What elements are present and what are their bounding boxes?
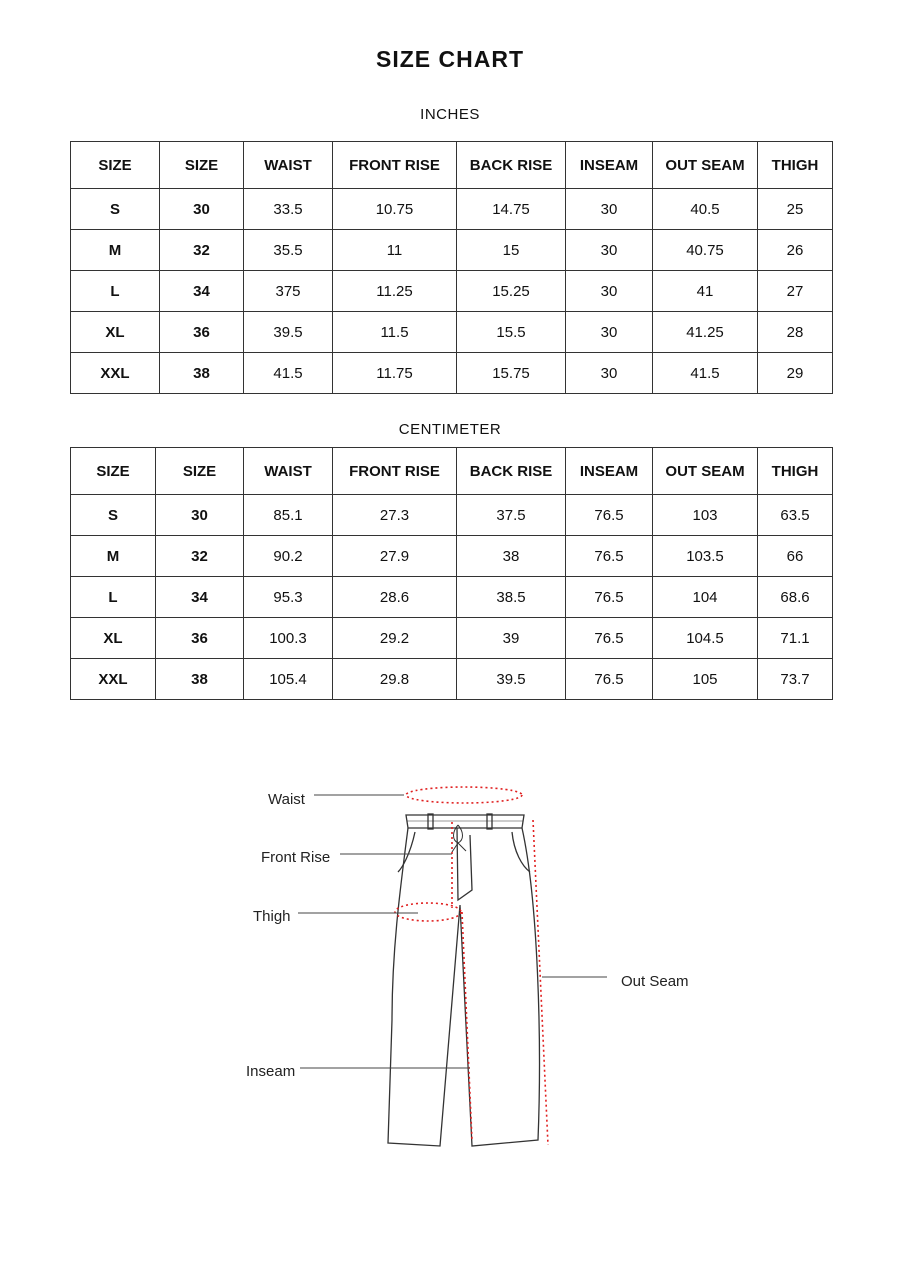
table-cell: 375 (244, 271, 333, 312)
table-cell: XXL (71, 659, 156, 700)
thigh-label: Thigh (253, 908, 291, 925)
column-header: INSEAM (566, 142, 653, 189)
table-cell: 27 (758, 271, 833, 312)
table-cell: 100.3 (244, 618, 333, 659)
table-cell: 105 (653, 659, 758, 700)
table-cell: 26 (758, 230, 833, 271)
table-cell: 85.1 (244, 495, 333, 536)
table-cell: 39.5 (244, 312, 333, 353)
table-cell: 41.5 (653, 353, 758, 394)
table-row (71, 495, 833, 536)
table-cell: 15.75 (457, 353, 566, 394)
table-cell: 30 (160, 189, 244, 230)
table-cell: 30 (566, 189, 653, 230)
table-cell: 11.5 (333, 312, 457, 353)
table-cell: 66 (758, 536, 833, 577)
table-cell: 30 (156, 495, 244, 536)
table-cell: 41 (653, 271, 758, 312)
table-cell: 63.5 (758, 495, 833, 536)
column-header: SIZE (160, 142, 244, 189)
column-header: OUT SEAM (653, 142, 758, 189)
table-cell: 27.9 (333, 536, 457, 577)
centimeter-label: CENTIMETER (398, 421, 502, 438)
table-row (71, 618, 833, 659)
column-header: SIZE (156, 448, 244, 495)
table-cell: 36 (160, 312, 244, 353)
table-cell: 15.5 (457, 312, 566, 353)
out-seam-guide-icon (533, 820, 548, 1145)
table-cell: 37.5 (457, 495, 566, 536)
table-row (71, 271, 833, 312)
table-cell: 73.7 (758, 659, 833, 700)
table-cell: 32 (160, 230, 244, 271)
leader-lines (298, 795, 607, 1068)
table-header-row (71, 142, 833, 189)
table-cell: 41.5 (244, 353, 333, 394)
table-cell: 103.5 (653, 536, 758, 577)
table-cell: 11.25 (333, 271, 457, 312)
table-cell: 33.5 (244, 189, 333, 230)
column-header: WAIST (244, 142, 333, 189)
pants-outline-icon (388, 814, 539, 1146)
column-header: THIGH (758, 448, 833, 495)
table-cell: 90.2 (244, 536, 333, 577)
table-cell: 30 (566, 230, 653, 271)
table-cell: 38 (160, 353, 244, 394)
table-cell: 76.5 (566, 659, 653, 700)
table-cell: 14.75 (457, 189, 566, 230)
table-cell: 40.75 (653, 230, 758, 271)
table-cell: 28 (758, 312, 833, 353)
inches-table (70, 141, 833, 394)
table-cell: 25 (758, 189, 833, 230)
thigh-guide-icon (395, 903, 461, 921)
table-row (71, 230, 833, 271)
table-cell: 40.5 (653, 189, 758, 230)
table-cell: 30 (566, 271, 653, 312)
table-cell: 104 (653, 577, 758, 618)
table-cell: 11 (333, 230, 457, 271)
table-cell: 29.2 (333, 618, 457, 659)
front-rise-label: Front Rise (261, 849, 331, 866)
table-cell: M (71, 230, 160, 271)
inches-label: INCHES (420, 106, 480, 123)
table-cell: 38.5 (457, 577, 566, 618)
table-cell: 39.5 (457, 659, 566, 700)
column-header: INSEAM (566, 448, 653, 495)
table-cell: 76.5 (566, 536, 653, 577)
table-cell: L (71, 271, 160, 312)
table-cell: 38 (457, 536, 566, 577)
table-cell: 34 (160, 271, 244, 312)
waist-label: Waist (268, 791, 305, 808)
table-cell: 35.5 (244, 230, 333, 271)
table-cell: 11.75 (333, 353, 457, 394)
table-cell: 76.5 (566, 577, 653, 618)
column-header: WAIST (244, 448, 333, 495)
table-row (71, 659, 833, 700)
centimeter-table (70, 447, 833, 700)
column-header: BACK RISE (457, 142, 566, 189)
column-header: THIGH (758, 142, 833, 189)
table-cell: 29.8 (333, 659, 457, 700)
table-cell: 27.3 (333, 495, 457, 536)
column-header: FRONT RISE (333, 142, 457, 189)
table-cell: 38 (156, 659, 244, 700)
table-cell: S (71, 495, 156, 536)
table-cell: 41.25 (653, 312, 758, 353)
table-cell: 95.3 (244, 577, 333, 618)
page-title: SIZE CHART (376, 46, 524, 72)
table-row (71, 189, 833, 230)
table-cell: 39 (457, 618, 566, 659)
table-row (71, 353, 833, 394)
pants-measurement-diagram (0, 740, 900, 1180)
table-cell: XL (71, 618, 156, 659)
out-seam-label: Out Seam (621, 973, 689, 990)
table-cell: 10.75 (333, 189, 457, 230)
table-cell: S (71, 189, 160, 230)
column-header: FRONT RISE (333, 448, 457, 495)
table-cell: 76.5 (566, 495, 653, 536)
table-cell: 71.1 (758, 618, 833, 659)
inseam-label: Inseam (246, 1063, 296, 1080)
table-header-row (71, 448, 833, 495)
table-cell: 76.5 (566, 618, 653, 659)
table-cell: XL (71, 312, 160, 353)
table-row (71, 312, 833, 353)
table-cell: 30 (566, 312, 653, 353)
table-cell: 34 (156, 577, 244, 618)
table-cell: 104.5 (653, 618, 758, 659)
table-cell: 28.6 (333, 577, 457, 618)
table-row (71, 577, 833, 618)
column-header: SIZE (71, 142, 160, 189)
table-cell: 68.6 (758, 577, 833, 618)
table-cell: XXL (71, 353, 160, 394)
waist-guide-icon (406, 787, 522, 803)
column-header: SIZE (71, 448, 156, 495)
table-cell: 15.25 (457, 271, 566, 312)
table-cell: 29 (758, 353, 833, 394)
table-cell: 36 (156, 618, 244, 659)
table-cell: 103 (653, 495, 758, 536)
table-cell: 15 (457, 230, 566, 271)
table-cell: 30 (566, 353, 653, 394)
table-row (71, 536, 833, 577)
table-cell: 105.4 (244, 659, 333, 700)
column-header: OUT SEAM (653, 448, 758, 495)
table-cell: L (71, 577, 156, 618)
table-cell: 32 (156, 536, 244, 577)
column-header: BACK RISE (457, 448, 566, 495)
table-cell: M (71, 536, 156, 577)
